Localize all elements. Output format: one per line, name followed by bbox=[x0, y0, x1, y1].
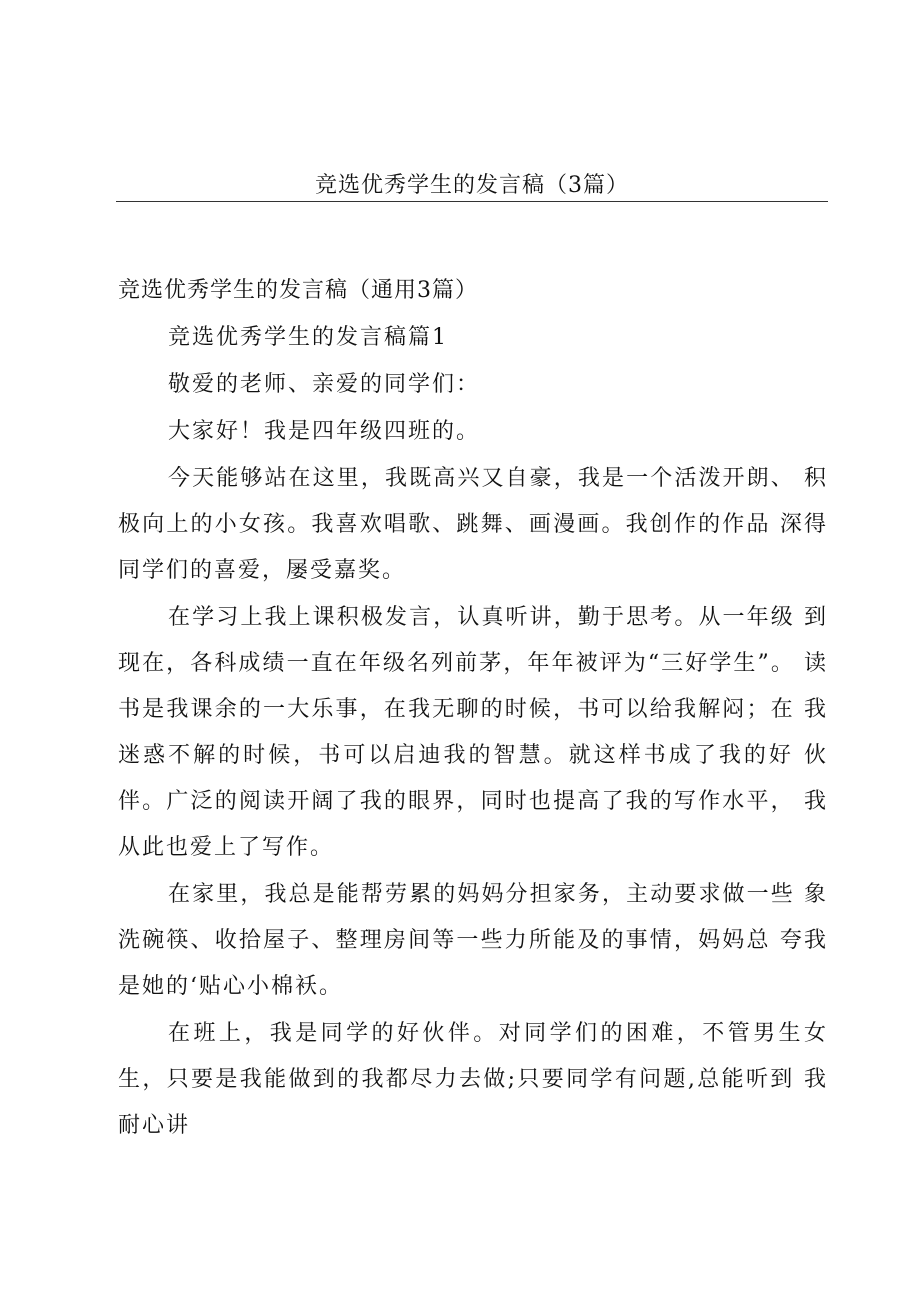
paragraph: 在家里，我总是能帮劳累的妈妈分担家务，主动要求做一些 象洗碗筷、收拾屋子、整理房间等一些力所能及的事情，妈妈总 夸我是她的‘贴心小棉袄。 bbox=[118, 882, 828, 999]
document-subtitle: 竞选优秀学生的发言稿（通用3篇） bbox=[118, 278, 478, 303]
document-body bbox=[118, 268, 828, 1150]
header-divider bbox=[116, 201, 828, 202]
intro-line: 大家好！我是四年级四班的。 bbox=[168, 419, 481, 444]
paragraph: 在学习上我上课积极发言，认真听讲，勤于思考。从一年级 到现在，各科成绩一直在年级名列前茅，年年被评为“三好学生”。 读书是我课余的一大乐事，在我无聊的时候，书可以给我解闷；在 我迷惑不解的时候，书可以启迪我的智慧。就这样书成了我的好 伙伴。广泛的阅读开阔了我的眼界，同时也提高了我的写作水平， 我从此也爱上了写作。 bbox=[118, 605, 828, 860]
paragraph: 今天能够站在这里，我既高兴又自豪，我是一个活泼开朗、 积极向上的小女孩。我喜欢唱歌、跳舞、画漫画。我创作的作品 深得同学们的喜爱，屡受嘉奖。 bbox=[118, 466, 828, 583]
section-heading: 竞选优秀学生的发言稿篇1 bbox=[168, 325, 448, 350]
paragraph: 在班上，我是同学的好伙伴。对同学们的困难，不管男生女 生，只要是我能做到的我都尽力去做;只要同学有问题,总能听到 我耐心讲 bbox=[118, 1021, 828, 1138]
greeting: 敬爱的老师、亲爱的同学们： bbox=[168, 372, 481, 397]
header-title: 竞选优秀学生的发言稿（3篇） bbox=[315, 173, 629, 198]
